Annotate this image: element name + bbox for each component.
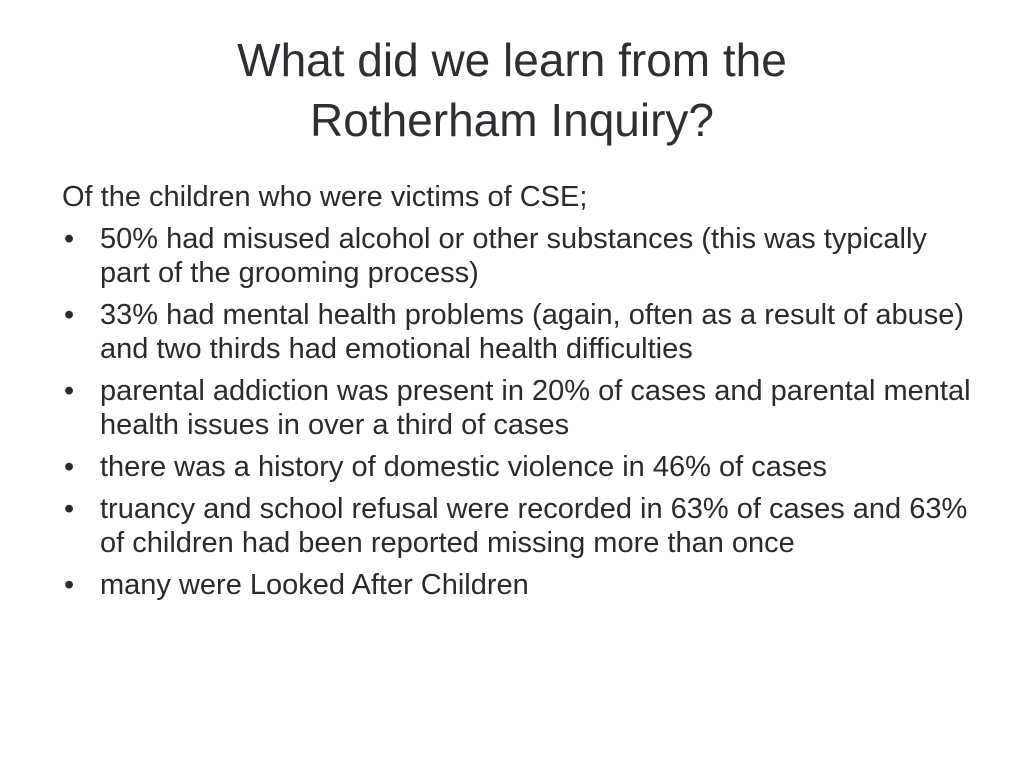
bullet-text: 50% had misused alcohol or other substances (this was typically part of the grooming process) [100,223,927,289]
bullet-text: parental addiction was present in 20% of cases and parental mental health issues in over a third of cases [100,375,971,441]
bullet-icon: • [64,493,75,525]
bullet-item [62,492,982,560]
bullet-text: there was a history of domestic violence in 46% of cases [100,451,827,483]
intro-text: Of the children who were victims of CSE; [62,181,588,213]
bullet-item [62,450,982,484]
slide-title [80,30,944,150]
bullet-item [62,374,982,442]
bullet-icon: • [64,451,75,483]
bullet-list [62,222,982,602]
bullet-item [62,222,982,290]
bullet-item [62,298,982,366]
bullet-icon: • [64,375,75,407]
bullet-icon: • [64,569,75,601]
slide-title-line-2: Rotherham Inquiry? [310,94,714,146]
bullet-text: 33% had mental health problems (again, often as a result of abuse) and two thirds had emotional health difficulties [100,299,965,365]
bullet-text: truancy and school refusal were recorded in 63% of cases and 63% of children had been reported missing more than once [100,493,968,559]
bullet-item [62,568,982,602]
slide-body [62,180,982,610]
bullet-icon: • [64,299,75,331]
slide-title-line-1: What did we learn from the [237,34,787,86]
bullet-text: many were Looked After Children [100,569,529,601]
bullet-icon: • [64,223,75,255]
